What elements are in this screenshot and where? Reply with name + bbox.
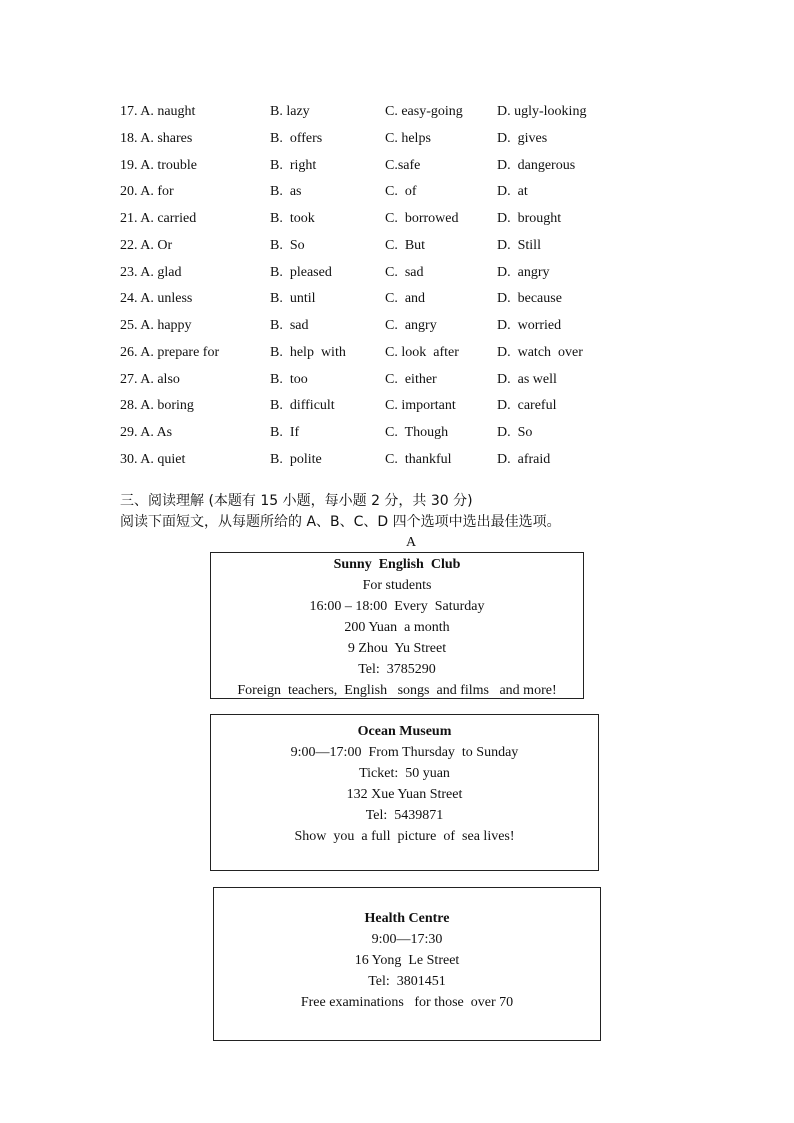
notice-line: Tel: 5439871 [365,808,444,823]
option-d: D. So [497,425,533,440]
option-a: 17. A. naught [120,104,196,119]
notice-line: Tel: 3801451 [368,974,446,989]
notice-line: 16:00 – 18:00 Every Saturday [309,599,485,614]
option-b: B. So [270,237,305,253]
notice-line: 132 Xue Yuan Street [346,787,463,802]
option-a: 19. A. trouble [120,157,197,173]
option-c: C. angry [385,318,437,333]
question-row [0,263,794,283]
notice-line: 9:00—17:30 [371,932,443,947]
option-b: B. difficult [270,398,335,414]
option-c: C. important [385,398,456,414]
option-a: 29. A. As [120,425,173,440]
notice-line: For students [362,578,432,593]
notice-line: 16 Yong Le Street [354,953,460,968]
option-c: C. and [385,291,426,307]
option-b: B. until [270,291,316,307]
notice-line: Foreign teachers, English songs and films and more! [237,683,557,698]
notice-line: Tel: 3785290 [358,662,436,677]
question-row [0,129,794,149]
notice-line: Show you a full picture of sea lives! [294,829,515,844]
notice-line: 9 Zhou Yu Street [347,641,447,656]
question-row [0,102,794,122]
option-a: 21. A. carried [120,211,197,226]
option-c: C. easy-going [385,104,463,119]
option-c: C. thankful [385,451,452,467]
question-row [0,182,794,202]
option-c: C. of [385,184,417,200]
option-b: B. as [270,184,302,200]
option-b: B. too [270,371,308,387]
question-row [0,370,794,390]
option-a: 27. A. also [120,371,180,387]
notice-line: 200 Yuan a month [344,620,450,635]
option-b: B. polite [270,451,322,467]
option-c: C. But [385,237,426,253]
option-a: 22. A. Or [120,237,173,253]
option-c: C. borrowed [385,211,459,226]
option-b: B. offers [270,130,323,146]
notice-sunny-english-club [210,552,584,699]
question-row [0,343,794,363]
option-a: 23. A. glad [120,264,182,280]
option-d: D. careful [497,398,557,414]
notice-line: Free examinations for those over 70 [300,995,514,1010]
option-c: C. sad [385,264,424,280]
option-d: D. as well [497,371,557,387]
option-b: B. help with [270,344,346,360]
option-d: D. dangerous [497,157,576,173]
option-b: B. If [270,425,300,440]
option-d: D. brought [497,211,562,226]
option-d: D. Still [497,237,541,253]
option-d: D. afraid [497,451,551,467]
option-a: 28. A. boring [120,398,194,414]
option-c: C. Though [385,425,449,440]
option-c: C. either [385,371,437,387]
question-row [0,236,794,256]
option-a: 20. A. for [120,184,174,200]
question-row [0,156,794,176]
option-d: D. at [497,184,528,200]
question-row [0,209,794,229]
option-b: B. lazy [270,104,310,119]
option-b: B. pleased [270,264,332,280]
option-d: D. worried [497,318,562,333]
option-a: 25. A. happy [120,318,192,333]
option-a: 24. A. unless [120,291,193,307]
option-d: D. ugly-looking [497,104,587,119]
option-a: 30. A. quiet [120,451,186,467]
passage-label: A [406,535,417,550]
question-row [0,289,794,309]
notice-ocean-museum [210,714,599,871]
question-row [0,450,794,470]
option-d: D. watch over [497,344,583,360]
question-row [0,316,794,336]
question-row [0,396,794,416]
option-b: B. right [270,157,317,173]
section-title: 三、阅读理解 (本题有 15 小题，每小题 2 分，共 30 分) [120,493,473,509]
notice-title: Health Centre [364,911,450,926]
option-c: C. look after [385,344,459,360]
option-a: 18. A. shares [120,130,193,146]
option-b: B. sad [270,318,309,333]
option-a: 26. A. prepare for [120,344,220,360]
option-d: D. gives [497,130,548,146]
option-d: D. because [497,291,562,307]
option-d: D. angry [497,264,550,280]
notice-line: Ticket: 50 yuan [359,766,450,781]
notice-health-centre [213,887,601,1041]
notice-title: Ocean Museum [357,724,452,739]
question-row [0,423,794,443]
option-c: C. helps [385,130,431,146]
option-c: C.safe [385,157,421,173]
notice-line: 9:00—17:00 From Thursday to Sunday [290,745,519,760]
option-b: B. took [270,211,315,226]
notice-title: Sunny English Club [333,557,461,572]
section-instructions: 阅读下面短文，从每题所给的 A、B、C、D 四个选项中选出最佳选项。 [120,514,561,530]
